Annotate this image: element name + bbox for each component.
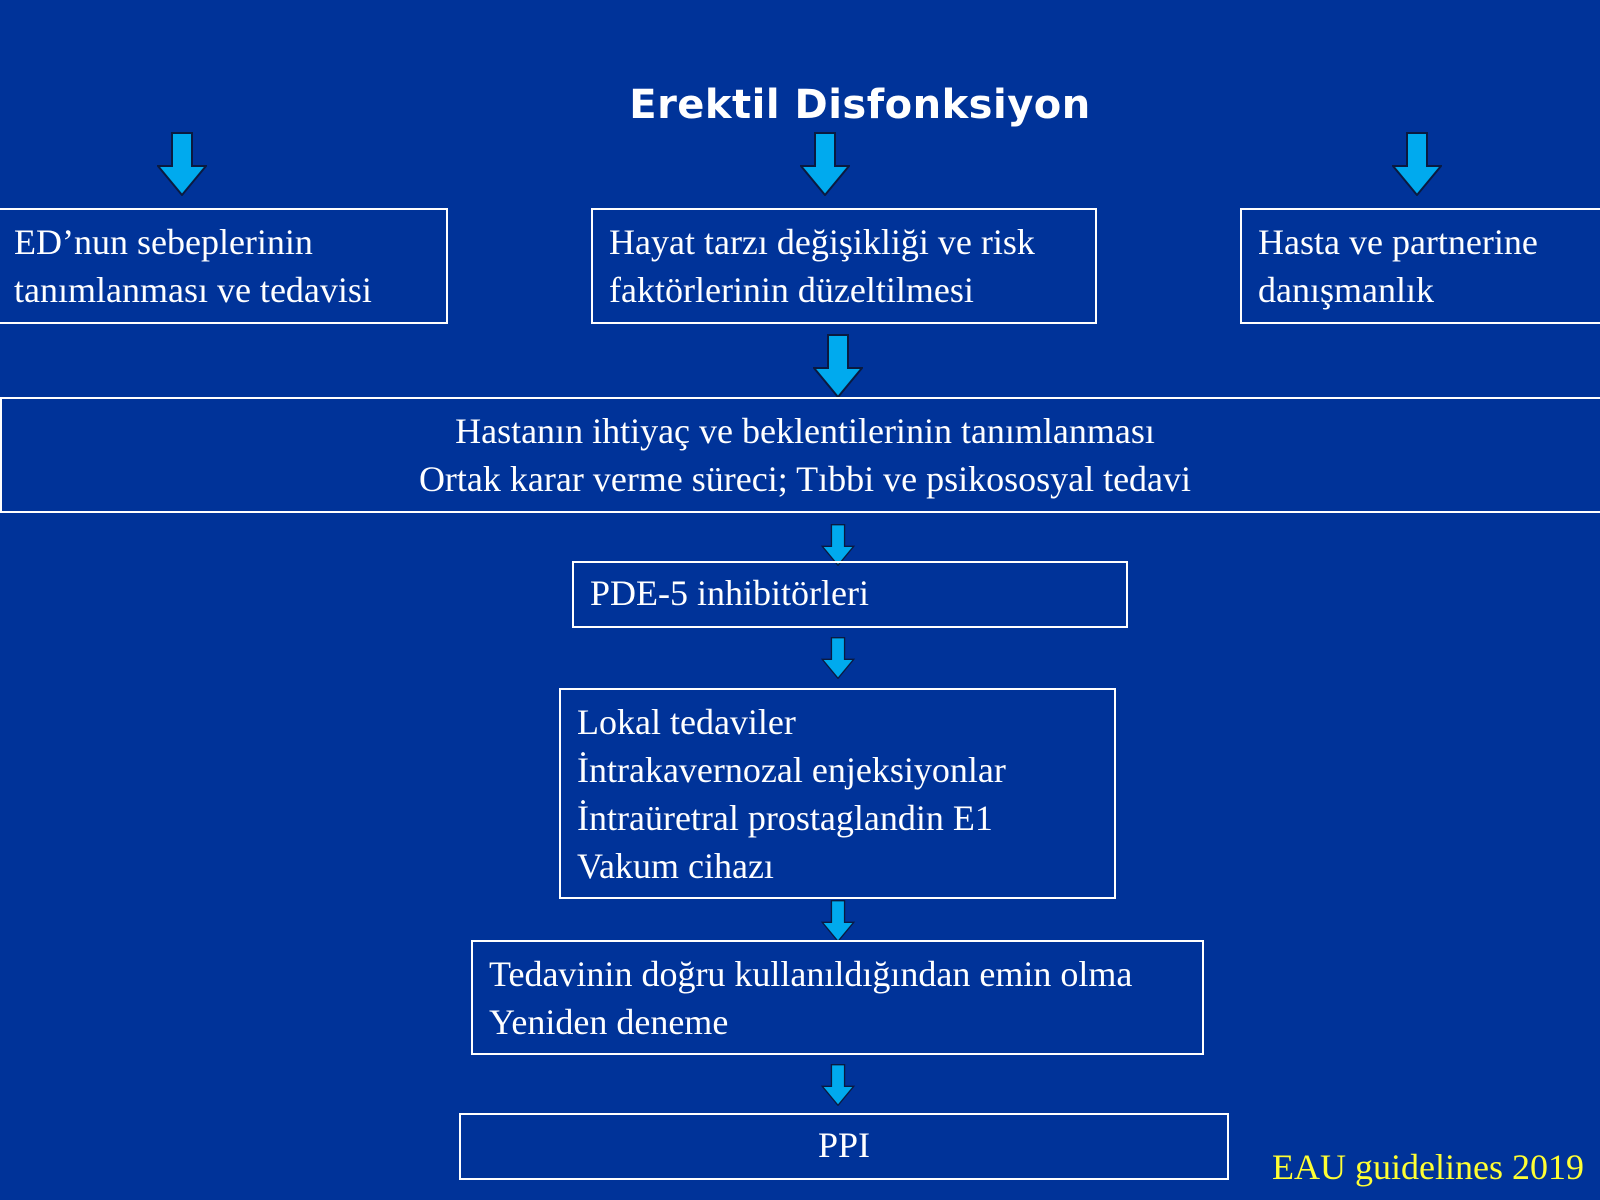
local-therapy-box [559, 688, 1116, 899]
pde5-box [572, 561, 1128, 628]
needs-line-1: Hastanın ihtiyaç ve beklentilerinin tanımlanması [455, 411, 1155, 451]
local-line-3: İntraüretral prostaglandin E1 [577, 798, 993, 838]
arrow-down-icon [820, 637, 856, 679]
diagram-title: Erektil Disfonksiyon [629, 82, 1091, 128]
retry-box [471, 940, 1204, 1055]
arrow-down-icon [820, 1064, 856, 1106]
counseling-line-2: danışmanlık [1258, 270, 1434, 310]
arrow-down-icon [1392, 132, 1442, 196]
ppi-line-1: PPI [817, 1125, 871, 1165]
ppi-box [459, 1113, 1229, 1180]
arrow-down-icon [820, 900, 856, 942]
local-line-2: İntrakavernozal enjeksiyonlar [577, 750, 1006, 790]
local-line-4: Vakum cihazı [577, 846, 774, 886]
counseling-line-1: Hasta ve partnerine [1258, 222, 1538, 262]
retry-line-1: Tedavinin doğru kullanıldığından emin olma [489, 954, 1133, 994]
retry-line-2: Yeniden deneme [489, 1002, 729, 1042]
pde5-line-1: PDE-5 inhibitörleri [590, 573, 869, 613]
causes-box [0, 208, 448, 324]
arrow-down-icon [820, 524, 856, 566]
causes-line-1: ED’nun sebeplerinin [14, 222, 313, 262]
needs-line-2: Ortak karar verme süreci; Tıbbi ve psikososyal tedavi [418, 459, 1192, 499]
arrow-down-icon [800, 132, 850, 196]
local-line-1: Lokal tedaviler [577, 702, 796, 742]
lifestyle-line-2: faktörlerinin düzeltilmesi [609, 270, 974, 310]
source-citation: EAU guidelines 2019 [1272, 1147, 1584, 1187]
counseling-box [1240, 208, 1600, 324]
lifestyle-box [591, 208, 1097, 324]
lifestyle-line-1: Hayat tarzı değişikliği ve risk [609, 222, 1035, 262]
arrow-down-icon [157, 132, 207, 196]
arrow-down-icon [813, 334, 863, 398]
causes-line-2: tanımlanması ve tedavisi [14, 270, 372, 310]
needs-box [0, 397, 1600, 513]
